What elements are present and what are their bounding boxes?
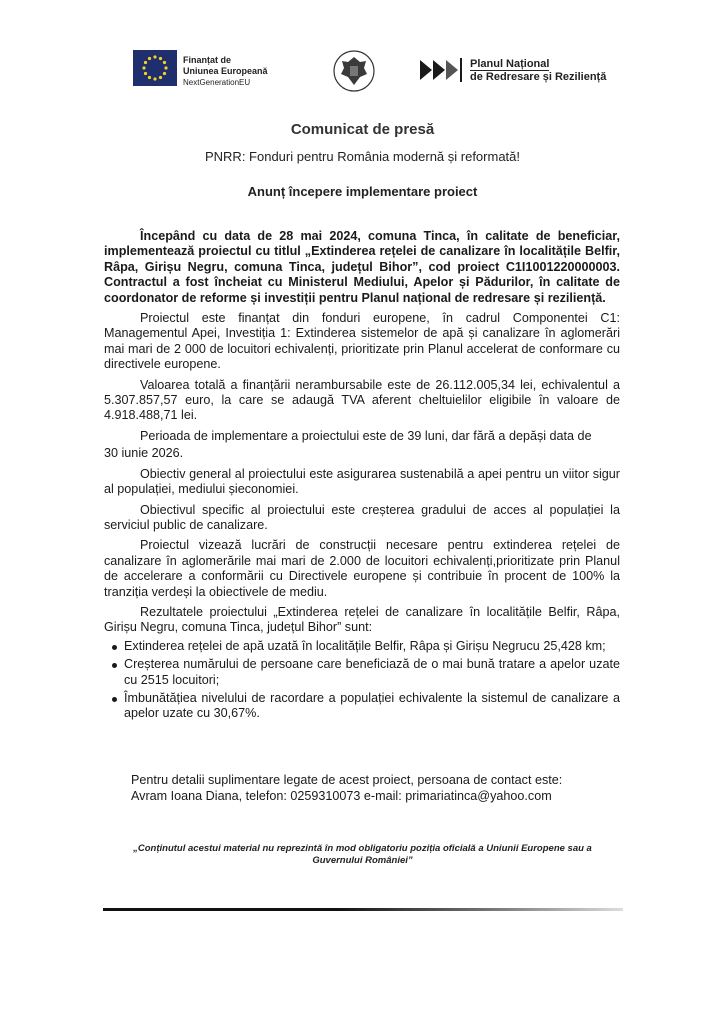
eu-line1: Finanțat de — [183, 55, 232, 65]
paragraph-results-intro: Rezultatele proiectului „Extinderea rețelei de canalizare în localitățile Belfir, Râpa, Girișu Negru, comuna Tinca, județul Bihor” sunt: — [104, 604, 620, 635]
bullet-icon — [112, 697, 117, 702]
eu-flag-icon — [133, 50, 177, 86]
list-item: Extinderea rețelei de apă uzată în localitățile Belfir, Râpa și Girișu Negrucu 25,428 km; — [104, 639, 620, 654]
page-subtitle: PNRR: Fonduri pentru România modernă și reformată! — [204, 149, 521, 164]
paragraph-funding: Proiectul este finanțat din fonduri europene, în cadrul Componentei C1: Managementul Apei, Investiția 1: Extinderea sistemelor de apă și canalizare în aglomerări mai mari de 2 000 de locuitori echivalenți, prioritizate prin Planul accelerat de conformare cu directivele europene. — [104, 311, 620, 372]
romania-coat-of-arms-icon — [333, 50, 375, 92]
list-item: Îmbunătățiea nivelului de racordare a populației echivalente la sistemul de canalizare a apelor uzate cu 30,67%. — [104, 691, 620, 722]
page-title: Comunicat de presă — [290, 121, 435, 138]
disclaimer-line1: „Conținutul acestui material nu reprezintă în mod obligatoriu poziția oficială a Uniunii Europene sau a — [133, 843, 592, 854]
pnrr-line1: Planul Național — [470, 58, 550, 70]
paragraph-works: Proiectul vizează lucrări de construcții necesare pentru extinderea rețelei de canalizare în aglomerările mai mari de 2.000 de locuitori echivalenți,prioritizate prin Planul de accelerare a conformării cu Directivele europene și contribuie în procent de 100% la tranziția verdeși la obiectivele de mediu. — [104, 538, 620, 599]
list-item: Creșterea numărului de persoane care beneficiază de o mai bună tratare a apelor uzate cu 2515 locuitori; — [104, 657, 620, 688]
contact-line1: Pentru detalii suplimentare legate de acest proiect, persoana de contact este: — [131, 773, 563, 787]
paragraph-intro: Începând cu data de 28 mai 2024, comuna Tinca, în calitate de beneficiar, implementează proiectul cu titlul „Extinderea rețelei de canalizare în localitățile Belfir, Râpa, Girișu Negru, comuna Tinca, județul Bihor”, cod proiect C1I1001220000003. Contractul a fost încheiat cu Ministerul Mediului, Apelor și Pădurilor, în calitate de coordonator de reforme și investiții pentru Planul național de redresare și reziliență. — [104, 229, 620, 305]
announcement-heading: Anunț începere implementare proiect — [247, 184, 478, 199]
pnrr-label — [470, 58, 606, 84]
contact-line2: Avram Ioana Diana, telefon: 0259310073 e-mail: primariatinca@yahoo.com — [131, 789, 552, 803]
footer-divider — [103, 898, 623, 901]
paragraph-period-date: 30 iunie 2026. — [104, 446, 184, 461]
press-release-body — [104, 229, 620, 725]
paragraph-specific-objective: Obiectivul specific al proiectului este creșterea gradului de acces al populației la serviciul public de canalizare. — [104, 502, 620, 532]
paragraph-general-objective: Obiectiv general al proiectului este asigurarea sustenabilă a apei pentru un viitor sigur al populației, mediului șieconomiei. — [104, 466, 620, 497]
pnrr-line2: de Redresare și Reziliență — [470, 71, 607, 83]
disclaimer — [100, 843, 625, 867]
paragraph-period: Perioada de implementare a proiectului este de 39 luni, dar fără a depăși data de — [140, 428, 592, 443]
bullet-icon — [112, 645, 117, 650]
disclaimer-line2: Guvernului României” — [312, 855, 413, 866]
pnrr-arrow-icon — [420, 58, 466, 82]
contact-info — [131, 772, 631, 804]
eu-line2: Uniunea Europeană — [183, 66, 268, 76]
paragraph-value: Valoarea totală a finanțării nerambursabile este de 26.112.005,34 lei, echivalentul a 5.307.857,57 euro, la care se adaugă TVA aferent cheltuielilor eligibile în valoare de 4.918.488,71 lei. — [104, 377, 620, 423]
eu-line3: NextGenerationEU — [183, 78, 251, 87]
eu-funding-label — [183, 55, 268, 88]
bullet-icon — [112, 663, 117, 668]
results-list — [104, 639, 620, 722]
